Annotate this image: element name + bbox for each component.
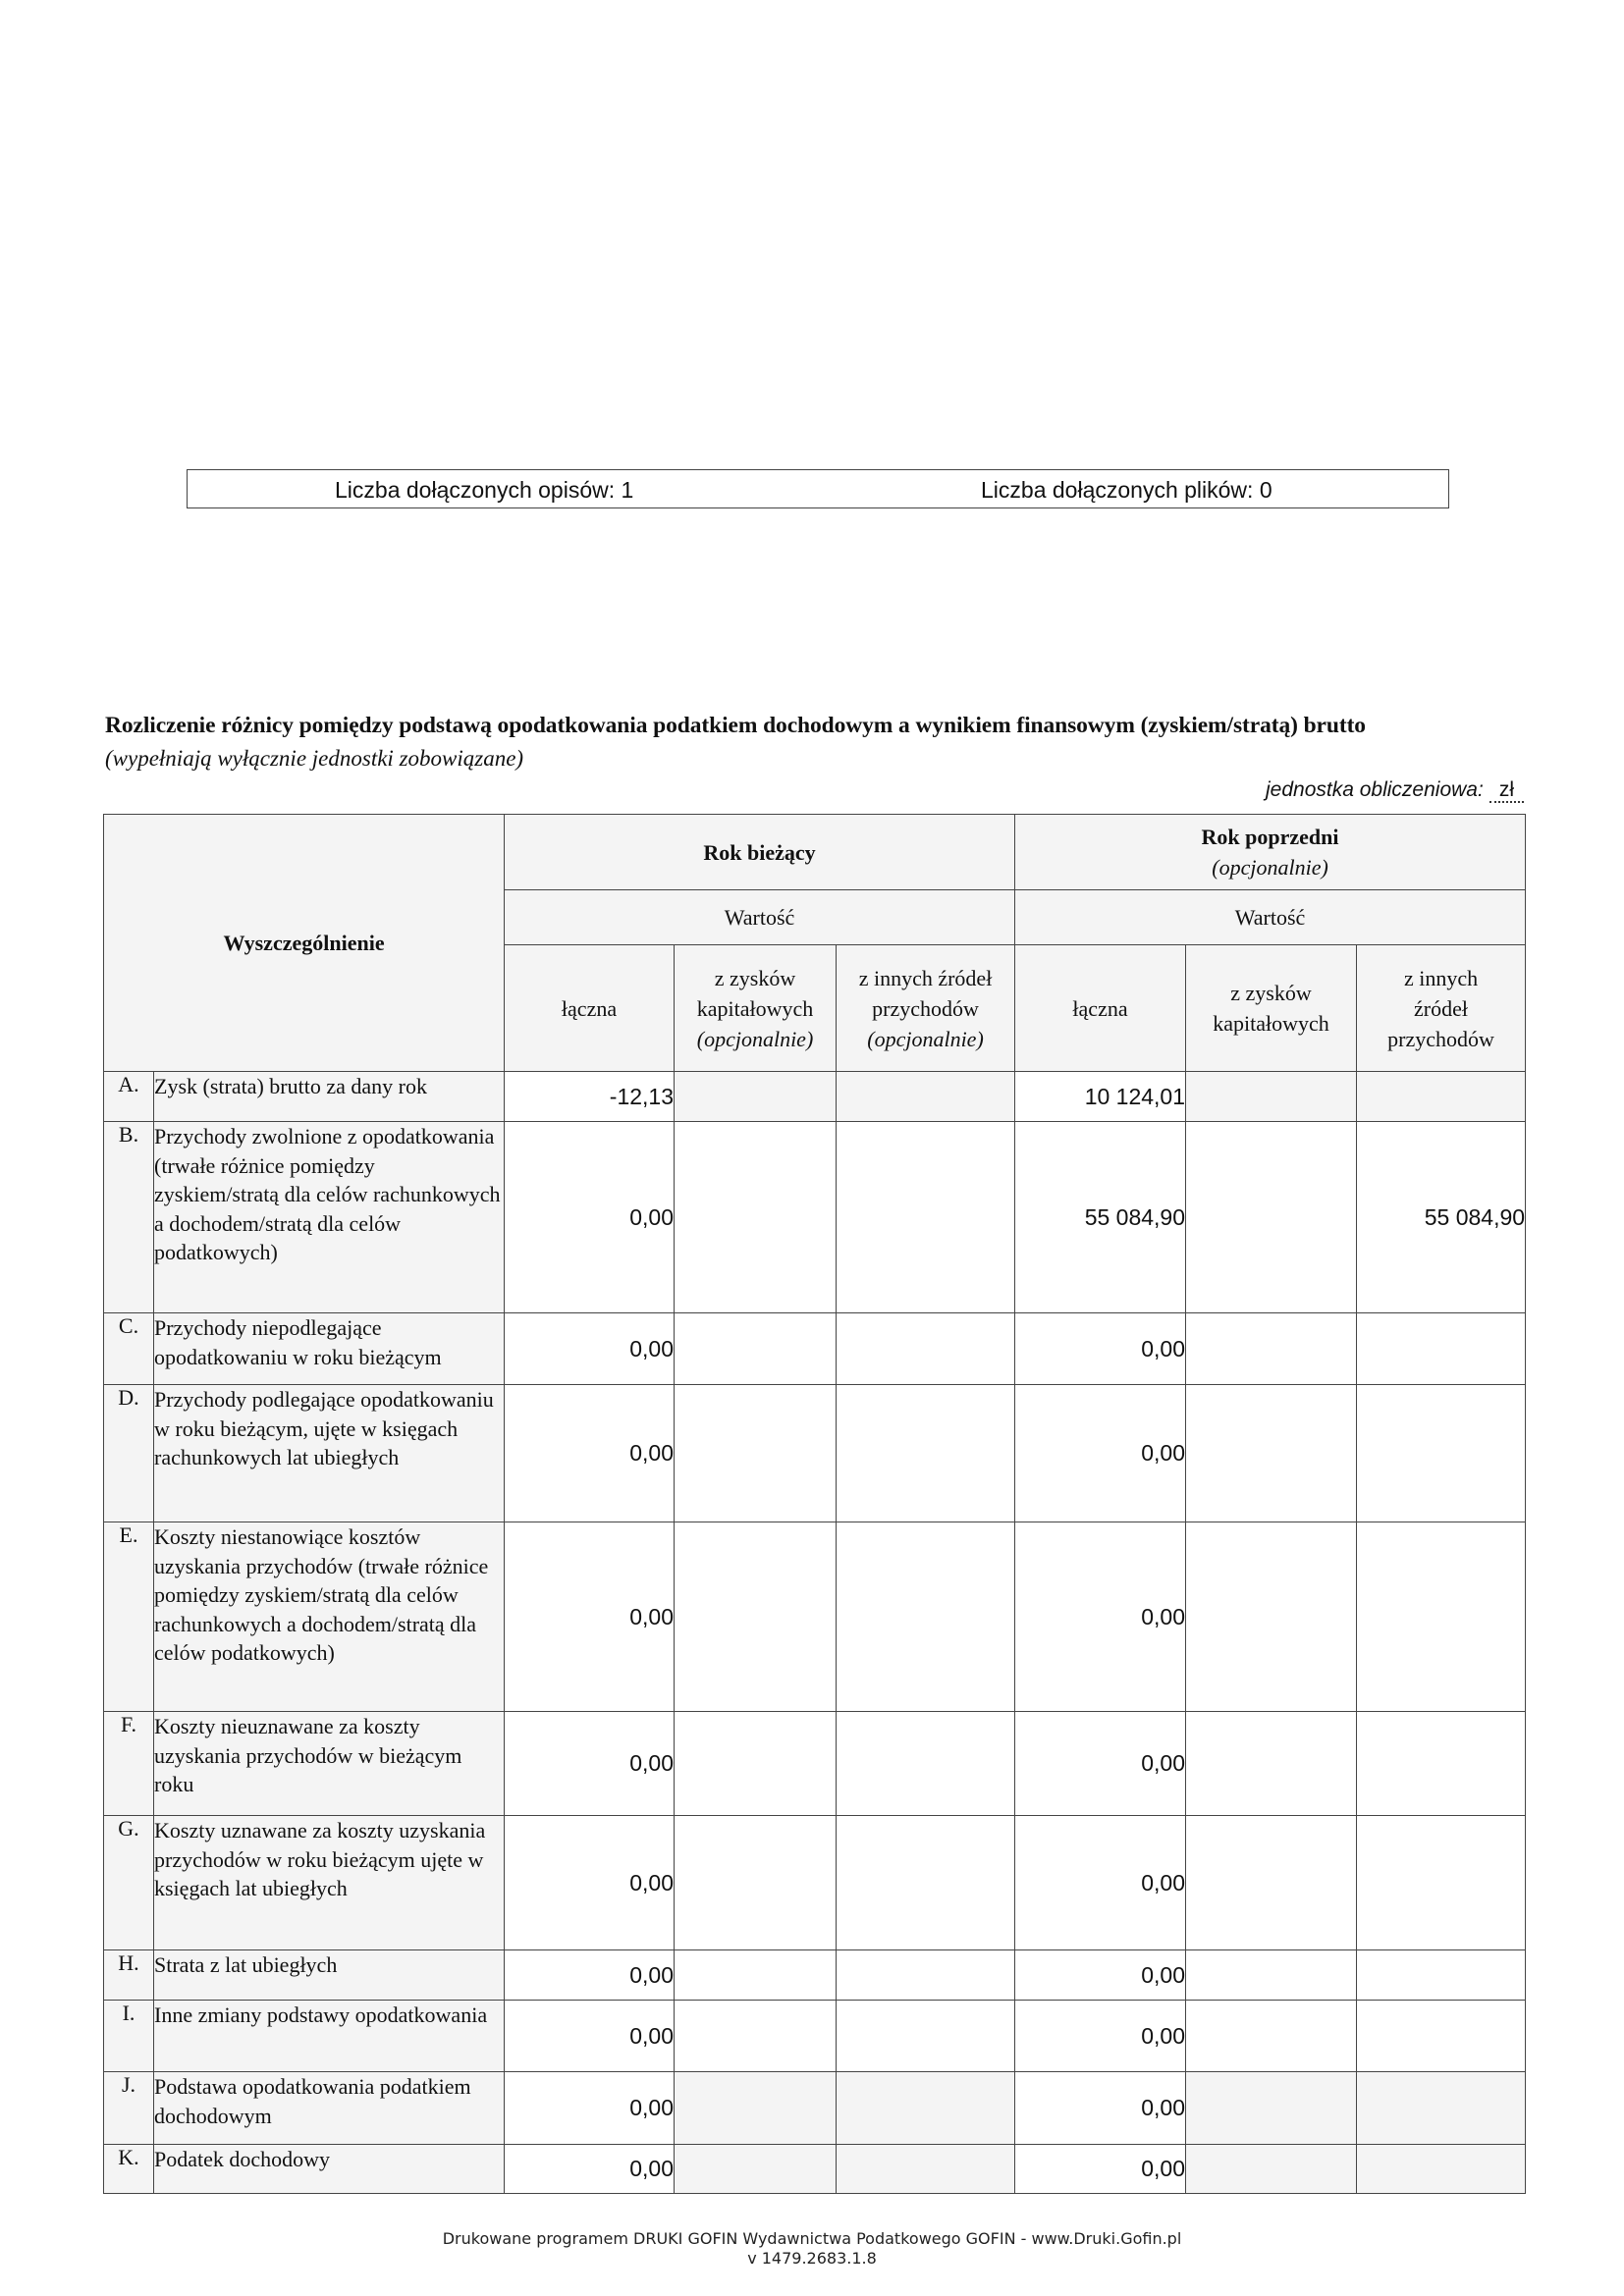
cur-total-cell[interactable]: 0,00 <box>505 2145 675 2194</box>
unit-indicator <box>1266 778 1524 803</box>
row-letter: B. <box>104 1122 154 1313</box>
cur-capital-cell[interactable] <box>675 1522 837 1712</box>
cur-other-cell <box>837 2072 1015 2145</box>
header-cur-other <box>837 945 1015 1072</box>
unit-label: jednostka obliczeniowa: <box>1266 778 1484 801</box>
row-label: Przychody zwolnione z opodatkowania (trwałe różnice pomiędzy zyskiem/stratą dla celów rachunkowych a dochodem/stratą dla celów podatkowych) <box>154 1122 505 1313</box>
prev-capital-cell[interactable] <box>1186 1712 1357 1816</box>
cur-other-cell[interactable] <box>837 1313 1015 1385</box>
tax-reconciliation-table <box>103 814 1526 2194</box>
cur-other-cell[interactable] <box>837 1816 1015 1950</box>
header-cur-total: łączna <box>505 945 675 1072</box>
prev-other-cell[interactable] <box>1357 1313 1526 1385</box>
cur-other-cell[interactable] <box>837 2001 1015 2072</box>
prev-other-cell[interactable] <box>1357 1522 1526 1712</box>
print-footer <box>0 2229 1624 2269</box>
header-cur-capital <box>675 945 837 1072</box>
row-letter: G. <box>104 1816 154 1950</box>
cur-other-line1: z innych źródeł <box>858 965 993 990</box>
cur-capital-cell[interactable] <box>675 2001 837 2072</box>
cur-total-cell[interactable]: 0,00 <box>505 1950 675 2001</box>
table-row <box>104 2001 1526 2072</box>
cur-other-cell <box>837 1072 1015 1122</box>
cur-total-cell[interactable]: 0,00 <box>505 1816 675 1950</box>
prev-other-cell[interactable] <box>1357 2001 1526 2072</box>
cur-total-cell[interactable]: 0,00 <box>505 2001 675 2072</box>
prev-total-cell[interactable]: 55 084,90 <box>1015 1122 1186 1313</box>
prev-other-line1: z innych <box>1403 965 1479 990</box>
prev-other-cell[interactable] <box>1357 1950 1526 2001</box>
cur-capital-cell[interactable] <box>675 1816 837 1950</box>
row-label: Koszty niestanowiące kosztów uzyskania przychodów (trwałe różnice pomiędzy zyskiem/stratą dla celów rachunkowych a dochodem/stratą dla celów podatkowych) <box>154 1522 505 1712</box>
prev-capital-cell[interactable] <box>1186 1522 1357 1712</box>
cur-total-cell[interactable]: -12,13 <box>505 1072 675 1122</box>
cur-other-cell[interactable] <box>837 1122 1015 1313</box>
prev-total-cell[interactable]: 0,00 <box>1015 2072 1186 2145</box>
row-label: Zysk (strata) brutto za dany rok <box>154 1072 505 1122</box>
row-label: Inne zmiany podstawy opodatkowania <box>154 2001 505 2072</box>
cur-other-cell[interactable] <box>837 1950 1015 2001</box>
cur-capital-line2: kapitałowych <box>696 995 814 1021</box>
section-subtitle: (wypełniają wyłącznie jednostki zobowiązane) <box>105 746 524 771</box>
row-letter: F. <box>104 1712 154 1816</box>
row-label: Podstawa opodatkowania podatkiem dochodowym <box>154 2072 505 2145</box>
cur-capital-line1: z zysków <box>714 965 796 990</box>
table-row <box>104 1816 1526 1950</box>
header-prev-capital <box>1186 945 1357 1072</box>
cur-other-cell <box>837 2145 1015 2194</box>
previous-year-title: Rok poprzedni <box>1201 825 1339 849</box>
cur-total-cell[interactable]: 0,00 <box>505 1712 675 1816</box>
prev-other-cell[interactable] <box>1357 1385 1526 1522</box>
prev-capital-cell[interactable] <box>1186 1385 1357 1522</box>
prev-capital-cell <box>1186 2145 1357 2194</box>
row-letter: E. <box>104 1522 154 1712</box>
prev-total-cell[interactable]: 0,00 <box>1015 1385 1186 1522</box>
prev-capital-cell <box>1186 2072 1357 2145</box>
table-row <box>104 1313 1526 1385</box>
table-row <box>104 1950 1526 2001</box>
cur-capital-cell <box>675 1072 837 1122</box>
prev-other-cell <box>1357 2072 1526 2145</box>
row-letter: D. <box>104 1385 154 1522</box>
prev-capital-cell[interactable] <box>1186 1816 1357 1950</box>
cur-capital-cell[interactable] <box>675 1950 837 2001</box>
prev-total-cell[interactable]: 0,00 <box>1015 2145 1186 2194</box>
footer-version: v 1479.2683.1.8 <box>747 2249 877 2268</box>
prev-capital-cell[interactable] <box>1186 1122 1357 1313</box>
row-label: Przychody niepodlegające opodatkowaniu w roku bieżącym <box>154 1313 505 1385</box>
header-previous-year <box>1015 815 1526 890</box>
table-row <box>104 2072 1526 2145</box>
cur-capital-cell[interactable] <box>675 1712 837 1816</box>
section-title: Rozliczenie różnicy pomiędzy podstawą opodatkowania podatkiem dochodowym a wynikiem finansowym (zyskiem/stratą) brutto <box>105 713 1366 738</box>
row-label: Strata z lat ubiegłych <box>154 1950 505 2001</box>
row-label: Przychody podlegające opodatkowaniu w roku bieżącym, ujęte w księgach rachunkowych lat ubiegłych <box>154 1385 505 1522</box>
prev-other-line2: źródeł <box>1414 995 1469 1021</box>
header-value-previous: Wartość <box>1015 890 1526 945</box>
previous-year-note: (opcjonalnie) <box>1212 855 1328 880</box>
cur-capital-note: (opcjonalnie) <box>696 1026 814 1051</box>
header-current-year: Rok bieżący <box>505 815 1015 890</box>
table-row <box>104 1072 1526 1122</box>
cur-other-cell[interactable] <box>837 1522 1015 1712</box>
prev-other-cell[interactable] <box>1357 1712 1526 1816</box>
table-row <box>104 1712 1526 1816</box>
row-label: Koszty uznawane za koszty uzyskania przychodów w roku bieżącym ujęte w księgach lat ubiegłych <box>154 1816 505 1950</box>
prev-capital-cell[interactable] <box>1186 2001 1357 2072</box>
descriptions-count: Liczba dołączonych opisów: 1 <box>335 477 634 503</box>
cur-other-line2: przychodów <box>872 995 979 1021</box>
prev-other-line3: przychodów <box>1387 1026 1494 1051</box>
row-letter: J. <box>104 2072 154 2145</box>
row-letter: I. <box>104 2001 154 2072</box>
prev-total-cell[interactable]: 0,00 <box>1015 2001 1186 2072</box>
table-row <box>104 1385 1526 1522</box>
header-value-current: Wartość <box>505 890 1015 945</box>
prev-capital-cell <box>1186 1072 1357 1122</box>
prev-other-cell[interactable]: 55 084,90 <box>1357 1122 1526 1313</box>
cur-capital-cell <box>675 2145 837 2194</box>
prev-capital-cell[interactable] <box>1186 1950 1357 2001</box>
prev-capital-line1: z zysków <box>1230 981 1312 1005</box>
cur-capital-cell[interactable] <box>675 1385 837 1522</box>
table-row <box>104 1122 1526 1313</box>
row-letter: K. <box>104 2145 154 2194</box>
prev-other-cell <box>1357 2145 1526 2194</box>
prev-total-cell[interactable]: 0,00 <box>1015 1313 1186 1385</box>
row-label: Podatek dochodowy <box>154 2145 505 2194</box>
header-prev-total: łączna <box>1015 945 1186 1072</box>
cur-total-cell[interactable]: 0,00 <box>505 2072 675 2145</box>
table-row <box>104 2145 1526 2194</box>
row-letter: H. <box>104 1950 154 2001</box>
cur-other-cell[interactable] <box>837 1712 1015 1816</box>
prev-capital-cell[interactable] <box>1186 1313 1357 1385</box>
footer-credit: Drukowane programem DRUKI GOFIN Wydawnictwa Podatkowego GOFIN - www.Druki.Gofin.pl <box>442 2229 1182 2248</box>
cur-total-cell[interactable]: 0,00 <box>505 1522 675 1712</box>
row-letter: A. <box>104 1072 154 1122</box>
prev-other-cell <box>1357 1072 1526 1122</box>
prev-total-cell[interactable]: 0,00 <box>1015 1712 1186 1816</box>
cur-other-note: (opcjonalnie) <box>867 1026 984 1051</box>
row-label: Koszty nieuznawane za koszty uzyskania przychodów w bieżącym roku <box>154 1712 505 1816</box>
prev-total-cell[interactable]: 0,00 <box>1015 1816 1186 1950</box>
cur-capital-cell <box>675 2072 837 2145</box>
cur-capital-cell[interactable] <box>675 1122 837 1313</box>
prev-other-cell[interactable] <box>1357 1816 1526 1950</box>
cur-total-cell[interactable]: 0,00 <box>505 1385 675 1522</box>
prev-capital-line2: kapitałowych <box>1213 1011 1329 1036</box>
prev-total-cell[interactable]: 0,00 <box>1015 1950 1186 2001</box>
header-prev-other <box>1357 945 1526 1072</box>
cur-capital-cell[interactable] <box>675 1313 837 1385</box>
attachments-summary <box>187 469 1449 508</box>
table-row <box>104 1522 1526 1712</box>
unit-value: zł <box>1489 779 1524 803</box>
cur-total-cell[interactable]: 0,00 <box>505 1122 675 1313</box>
row-letter: C. <box>104 1313 154 1385</box>
prev-total-cell[interactable]: 0,00 <box>1015 1522 1186 1712</box>
files-count: Liczba dołączonych plików: 0 <box>981 477 1272 503</box>
cur-total-cell[interactable]: 0,00 <box>505 1313 675 1385</box>
cur-other-cell[interactable] <box>837 1385 1015 1522</box>
prev-total-cell[interactable]: 10 124,01 <box>1015 1072 1186 1122</box>
header-item: Wyszczególnienie <box>104 815 505 1072</box>
